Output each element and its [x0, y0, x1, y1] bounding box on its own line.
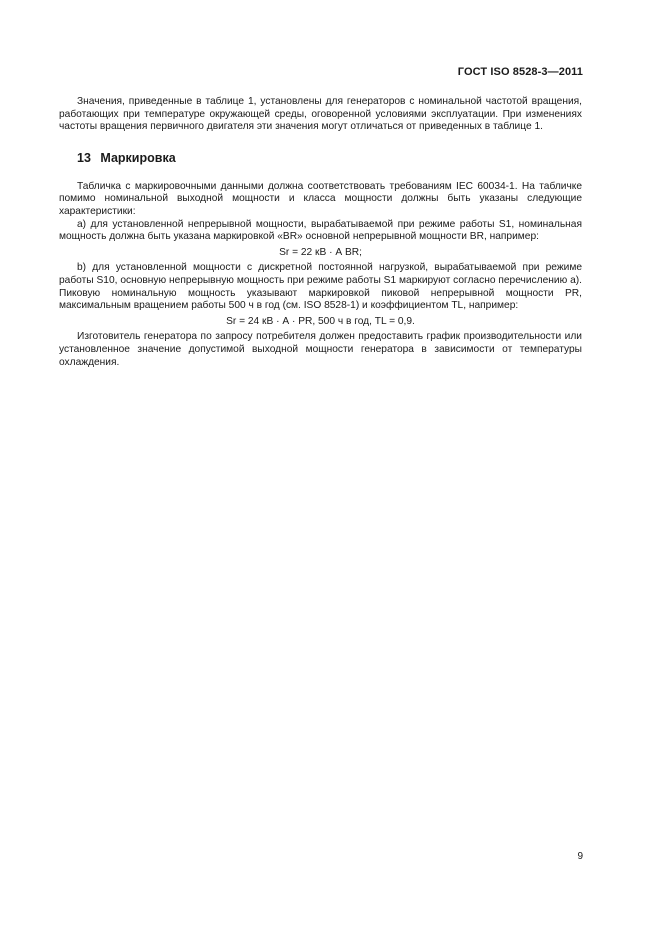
marking-intro-paragraph: Табличка с маркировочными данными должна соответствовать требованиям IEC 60034-1. На табличке помимо номинальной выходной мощности и класса мощности должны быть указаны следующие характеристики:	[59, 180, 582, 217]
formula-b: Sr = 24 кВ · А · PR, 500 ч в год, TL = 0,9.	[226, 315, 415, 327]
intro-paragraph: Значения, приведенные в таблице 1, установлены для генераторов с номинальной частотой вращения, работающих при температуре окружающей среды, оговоренной условиями эксплуатации. При изменениях частоты вращения первичного двигателя эти значения могут отличаться от приведенных в таблице 1.	[59, 96, 582, 133]
item-a-paragraph: а) для установленной непрерывной мощности, вырабатываемой при режиме работы S1, номинальная мощность должна быть указана маркировкой «BR» основной непрерывной мощности BR, например:	[59, 218, 582, 243]
document-header: ГОСТ ISO 8528-3—2011	[457, 66, 583, 78]
section-title: Маркировка	[100, 150, 176, 165]
section-number: 13	[77, 150, 91, 165]
manufacturer-paragraph: Изготовитель генератора по запросу потребителя должен предоставить график производительности или установленное значение допустимой выходной мощности генератора в зависимости от температуры охлаждения.	[59, 331, 582, 368]
formula-a: Sr = 22 кВ · А BR;	[279, 246, 362, 258]
page-body	[59, 96, 582, 369]
item-b-paragraph: b) для установленной мощности с дискретной постоянной нагрузкой, вырабатываемой при режиме работы S10, основную непрерывную мощность при режиме работы S1 маркируют согласно перечислению а). Пиковую номинальную мощность указывают маркировкой пиковой непрерывной мощности PR, максимальным вращением работы 500 ч в год (см. ISO 8528-1) и коэффициентом TL, например:	[59, 262, 582, 312]
page-number: 9	[577, 851, 583, 862]
section-heading	[77, 151, 582, 165]
